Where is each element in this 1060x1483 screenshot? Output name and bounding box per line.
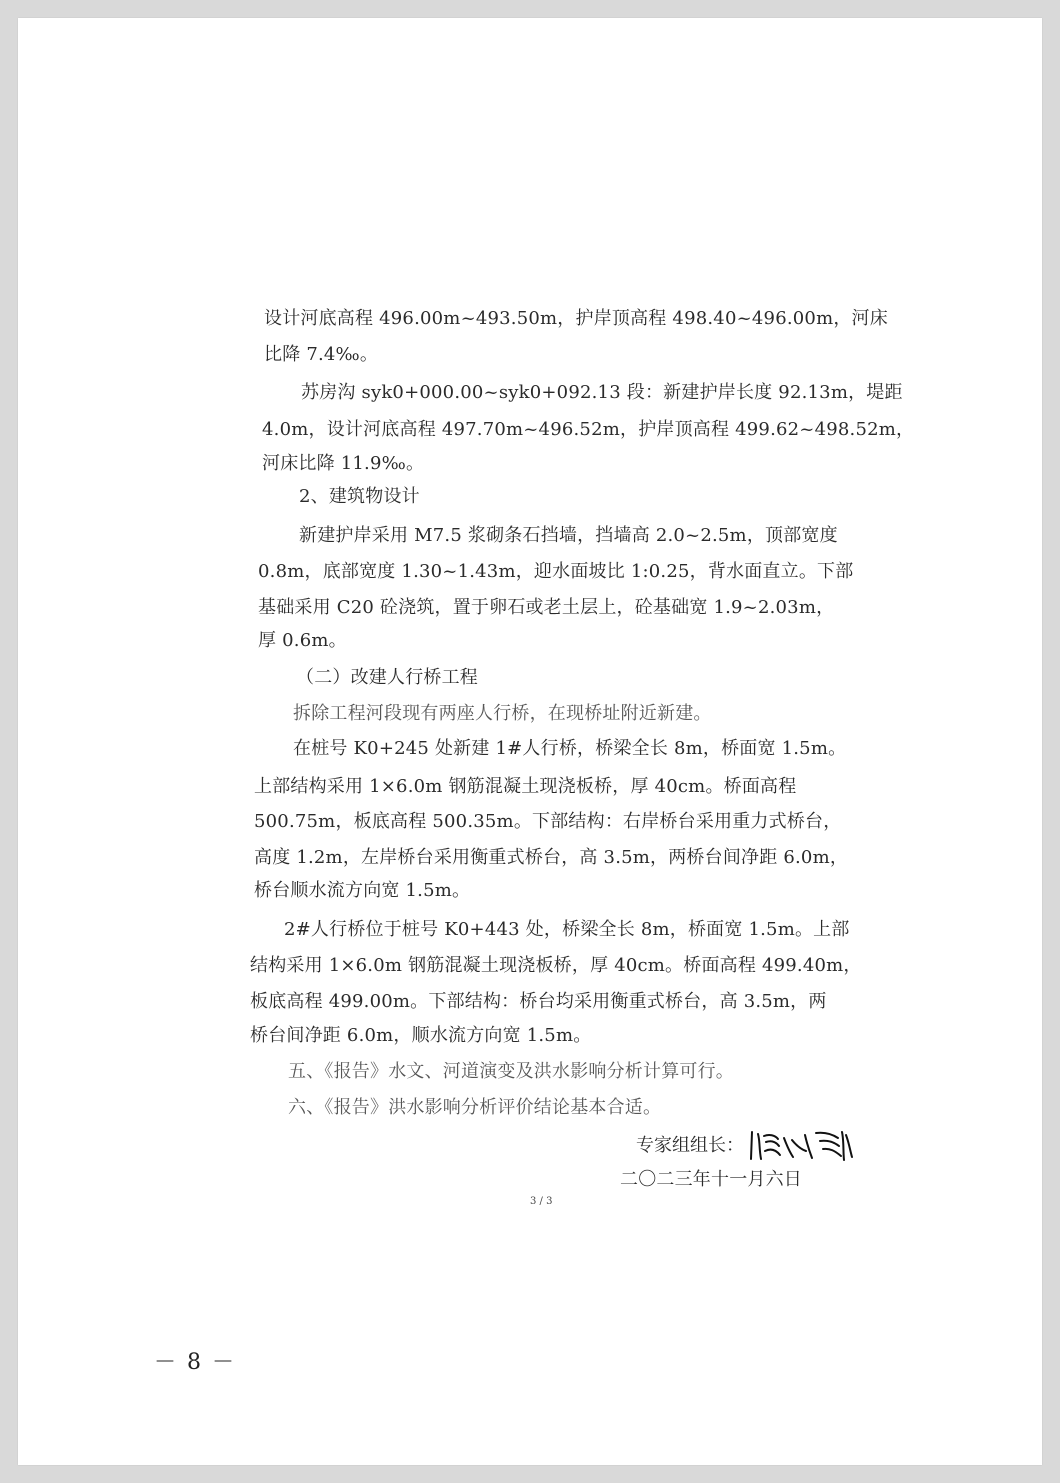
conclusion-line: 六、《报告》洪水影响分析评价结论基本合适。 <box>288 1097 662 1118</box>
body-line: 500.75m，板底高程 500.35m。下部结构：右岸桥台采用重力式桥台， <box>254 811 842 832</box>
body-line: 高度 1.2m，左岸桥台采用衡重式桥台，高 3.5m，两桥台间净距 6.0m， <box>254 847 849 868</box>
handwritten-signature <box>748 1126 858 1166</box>
signature-row <box>636 1126 858 1166</box>
scanned-document <box>18 18 1042 1465</box>
body-line: 设计河底高程 496.00m~493.50m，护岸顶高程 498.40~496.00m，河床 <box>264 308 888 329</box>
body-line: 0.8m，底部宽度 1.30~1.43m，迎水面坡比 1:0.25，背水面直立。下部 <box>258 561 854 582</box>
body-line: 桥台间净距 6.0m，顺水流方向宽 1.5m。 <box>250 1025 592 1046</box>
body-line: 苏房沟 syk0+000.00~syk0+092.13 段：新建护岸长度 92.13m，堤距 <box>301 382 903 403</box>
conclusion-line: 五、《报告》水文、河道演变及洪水影响分析计算可行。 <box>288 1061 734 1082</box>
body-line: 厚 0.6m。 <box>258 630 347 651</box>
page-number: － 8 － <box>154 1350 236 1375</box>
body-line: 4.0m，设计河底高程 497.70m~496.52m，护岸顶高程 499.62~498.52m， <box>262 419 915 440</box>
body-line: 板底高程 499.00m。下部结构：桥台均采用衡重式桥台，高 3.5m，两 <box>250 991 827 1012</box>
body-line: 拆除工程河段现有两座人行桥，在现桥址附近新建。 <box>293 703 712 724</box>
section-heading: 2、建筑物设计 <box>299 486 420 507</box>
body-line: 2#人行桥位于桩号 K0+443 处，桥梁全长 8m，桥面宽 1.5m。上部 <box>284 919 850 940</box>
section-heading: （二）改建人行桥工程 <box>296 667 478 688</box>
body-line: 结构采用 1×6.0m 钢筋混凝土现浇板桥，厚 40cm。桥面高程 499.40m， <box>250 955 862 976</box>
inner-page-counter: 3 / 3 <box>530 1196 553 1207</box>
body-line: 上部结构采用 1×6.0m 钢筋混凝土现浇板桥，厚 40cm。桥面高程 <box>254 776 797 797</box>
body-line: 河床比降 11.9‰。 <box>262 453 425 474</box>
document-page <box>18 18 1042 1465</box>
body-line: 比降 7.4‰。 <box>264 344 379 365</box>
signature-date: 二〇二三年十一月六日 <box>620 1169 802 1190</box>
signature-label: 专家组组长： <box>636 1135 744 1156</box>
body-line: 基础采用 C20 砼浇筑，置于卵石或老土层上，砼基础宽 1.9~2.03m， <box>258 597 835 618</box>
body-line: 在桩号 K0+245 处新建 1#人行桥，桥梁全长 8m，桥面宽 1.5m。 <box>293 738 847 759</box>
body-line: 新建护岸采用 M7.5 浆砌条石挡墙，挡墙高 2.0~2.5m，顶部宽度 <box>299 525 838 546</box>
body-line: 桥台顺水流方向宽 1.5m。 <box>254 880 471 901</box>
